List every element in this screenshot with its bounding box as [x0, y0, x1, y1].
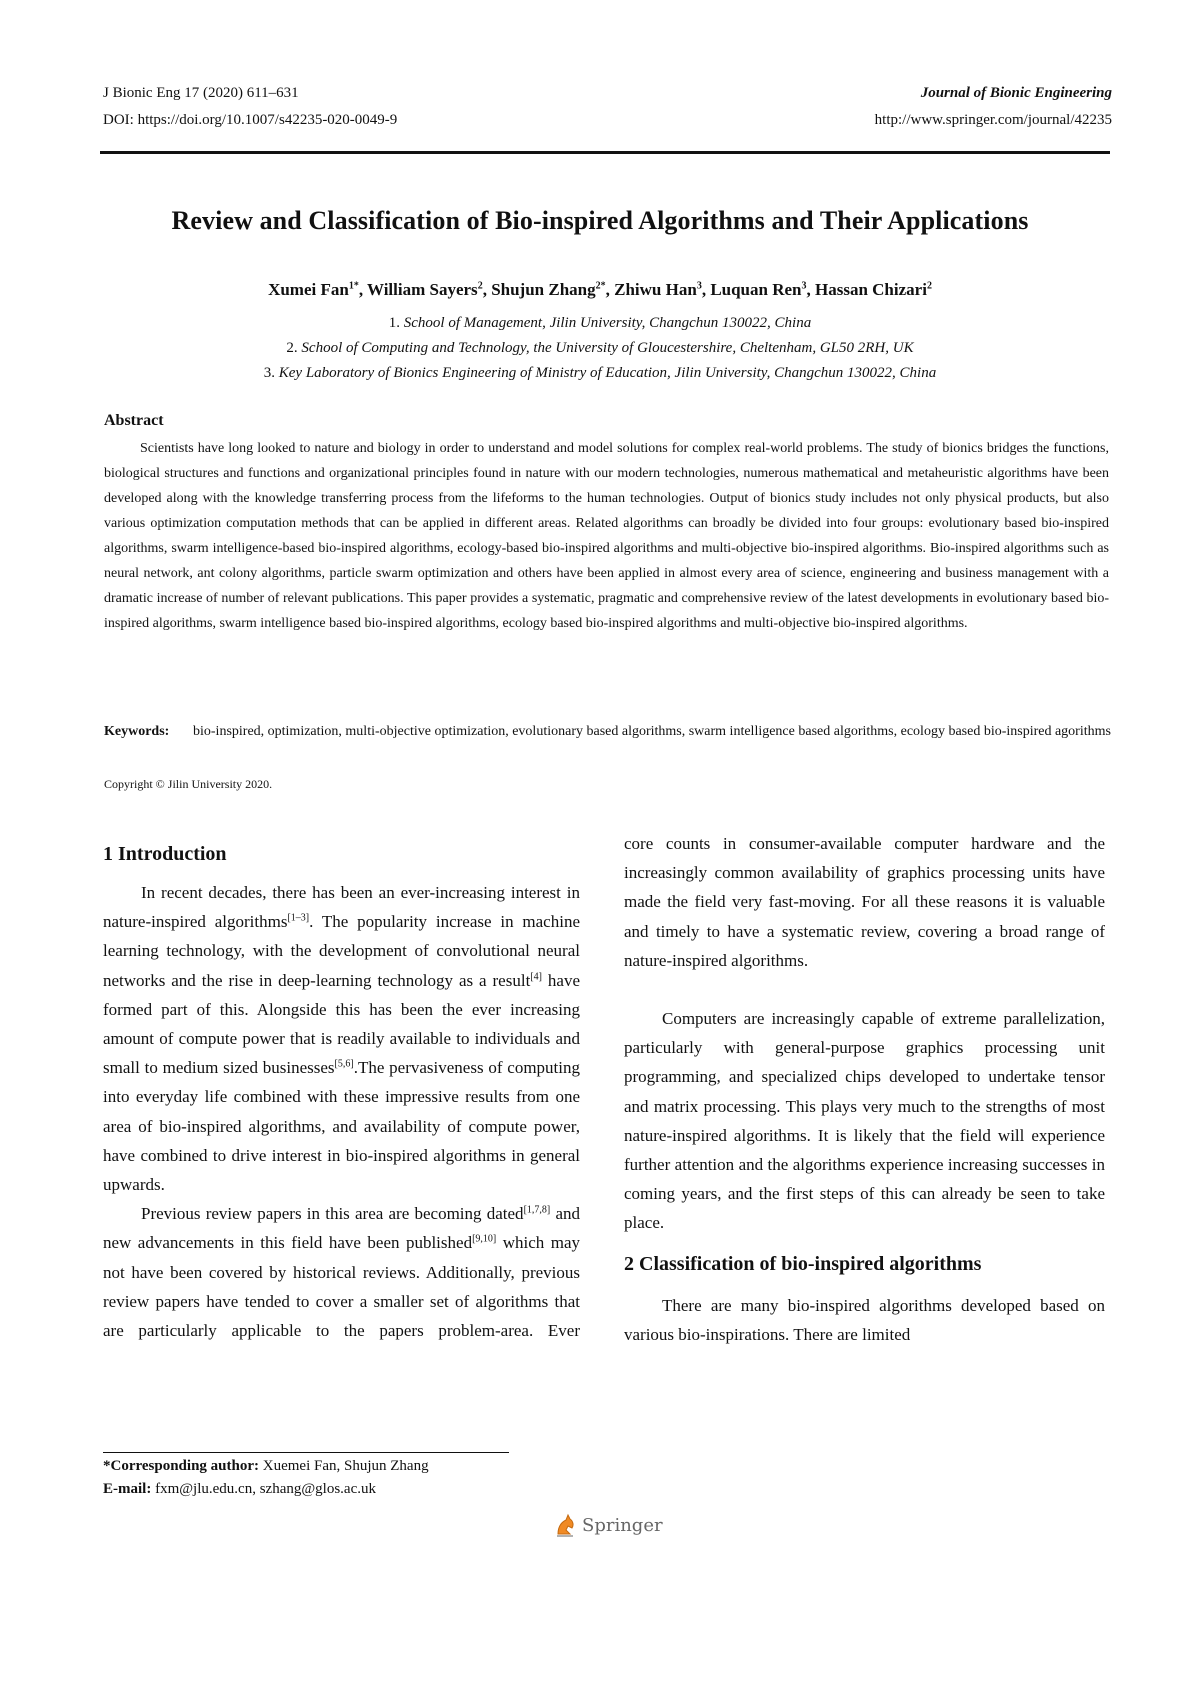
abstract-body: Scientists have long looked to nature and biology in order to understand and model solutions for complex real-world problems. The study of bionics bridges the functions, biological structures and functions and organizational principles found in nature with our modern technologies, numerous mathematical and metaheuristic algorithms have been developed along with the knowledge transferring process from the lifeforms to the human technologies. Output of bionics study includes not only physical products, but also various optimization computation methods that can be applied in different areas. Related algorithms can broadly be divided into four groups: evolutionary based bio-inspired algorithms, swarm intelligence-based bio-inspired algorithms, ecology-based bio-inspired algorithms and multi-objective bio-inspired algorithms. Bio-inspired algorithms such as neural network, ant colony algorithms, particle swarm optimization and others have been applied in almost every area of science, engineering and business management with a dramatic increase of number of relevant publications. This paper provides a systematic, pragmatic and comprehensive review of the latest developments in evolutionary based bio-inspired algorithms, swarm intelligence based bio-inspired algorithms, ecology based bio-inspired algorithms and multi-objective bio-inspired algorithms.: [104, 441, 1109, 631]
abstract-heading: Abstract: [104, 412, 164, 429]
publisher-logo: [554, 1512, 663, 1538]
right-column: [624, 829, 1105, 1349]
citation-ref[interactable]: [9,10]: [472, 1233, 497, 1245]
email: E-mail: fxm@jlu.edu.cn, szhang@glos.ac.uk: [103, 1481, 376, 1497]
affiliation-3: 3. Key Laboratory of Bionics Engineering of Ministry of Education, Jilin University, Changchun 130022, China: [263, 365, 937, 381]
author: Luquan Ren$^3$,: [710, 280, 815, 299]
journal-info: [875, 80, 1112, 134]
publisher-name: Springer: [582, 1514, 663, 1536]
springer-horse-icon: [554, 1512, 576, 1538]
doi-link[interactable]: DOI: https://doi.org/10.1007/s42235-020-0049-9: [103, 112, 398, 128]
paper-title: Review and Classification of Bio-inspired Algorithms and Their Applications: [171, 206, 1029, 235]
section-1-heading: 1 Introduction: [103, 843, 227, 865]
keywords-text: bio-inspired, optimization, multi-objective optimization, evolutionary based algorithms, swarm intelligence based algorithms, ecology based bio-inspired agorithms: [193, 724, 1111, 739]
section-2-paragraph-1: There are many bio-inspired algorithms developed based on various bio-inspirations. There are limited: [624, 1295, 1105, 1345]
footnote-rule: [103, 1452, 509, 1453]
citation-ref[interactable]: [4]: [530, 970, 542, 982]
author: Zhiwu Han$^3$,: [614, 280, 711, 299]
citation-ref[interactable]: [5,6]: [334, 1058, 354, 1070]
intro-paragraph-2: Previous review papers in this area are becoming dated[1,7,8] and new advancements in this field have been published[9,10] which may not have been covered by historical reviews. Additionally, previous review papers have tended to cover a smaller set of algorithms that are particularly applicable to the papers problem-area. Ever: [103, 1204, 580, 1341]
author: Hassan Chizari$^2$: [815, 280, 932, 299]
author-list: [0, 280, 1200, 300]
section-2-heading: 2 Classification of bio-inspired algorithms: [624, 1252, 982, 1275]
journal-name: Journal of Bionic Engineering: [920, 85, 1112, 101]
copyright: Copyright © Jilin University 2020.: [104, 777, 273, 791]
author: Shujun Zhang$^{2*}$,: [491, 280, 615, 299]
affiliation-2: 2. School of Computing and Technology, the University of Gloucestershire, Cheltenham, GL50 2RH, UK: [286, 340, 914, 356]
corresponding-author: *Corresponding author: Xuemei Fan, Shujun Zhang: [103, 1458, 429, 1474]
author: Xumei Fan$^{1*}$,: [268, 280, 368, 299]
journal-citation: [103, 80, 397, 134]
author: William Sayers$^2$,: [367, 280, 492, 299]
header-rule: [100, 151, 1110, 154]
journal-url[interactable]: http://www.springer.com/journal/42235: [874, 112, 1112, 128]
intro-paragraph-2-continued: core counts in consumer-available computer hardware and the increasingly common availability of graphics processing units have made the field very fast-moving. For all these reasons it is valuable and timely to have a systematic review, covering a broad range of nature-inspired algorithms.: [624, 834, 1105, 970]
citation-line: J Bionic Eng 17 (2020) 611–631: [103, 85, 299, 101]
citation-ref[interactable]: [1–3]: [287, 912, 310, 924]
affiliation-1: 1. School of Management, Jilin University, Changchun 130022, China: [388, 315, 812, 331]
intro-paragraph-1: In recent decades, there has been an ever-increasing interest in nature-inspired algorithms[1–3]. The popularity increase in machine learning technology, with the development of convolutional neural networks and the rise in deep-learning technology as a result[4] have formed part of this. Alongside this has been the ever increasing amount of compute power that is readily available to individuals and small to medium sized businesses[5,6].The pervasiveness of computing into everyday life combined with these impressive results from one area of bio-inspired algorithms, and availability of compute power, have combined to drive interest in bio-inspired algorithms in general upwards.: [103, 883, 580, 1195]
keywords-label: Keywords:: [104, 724, 170, 739]
intro-paragraph-3: Computers are increasingly capable of extreme parallelization, particularly with general-purpose graphics processing unit programming, and specialized chips developed to undertake tensor and matrix processing. This plays very much to the strengths of most nature-inspired algorithms. It is likely that the field will experience further attention and the algorithms experience increasing successes in coming years, and the first steps of this can already be seen to take place.: [624, 1009, 1105, 1233]
citation-ref[interactable]: [1,7,8]: [523, 1204, 551, 1216]
left-column: [103, 878, 580, 1345]
